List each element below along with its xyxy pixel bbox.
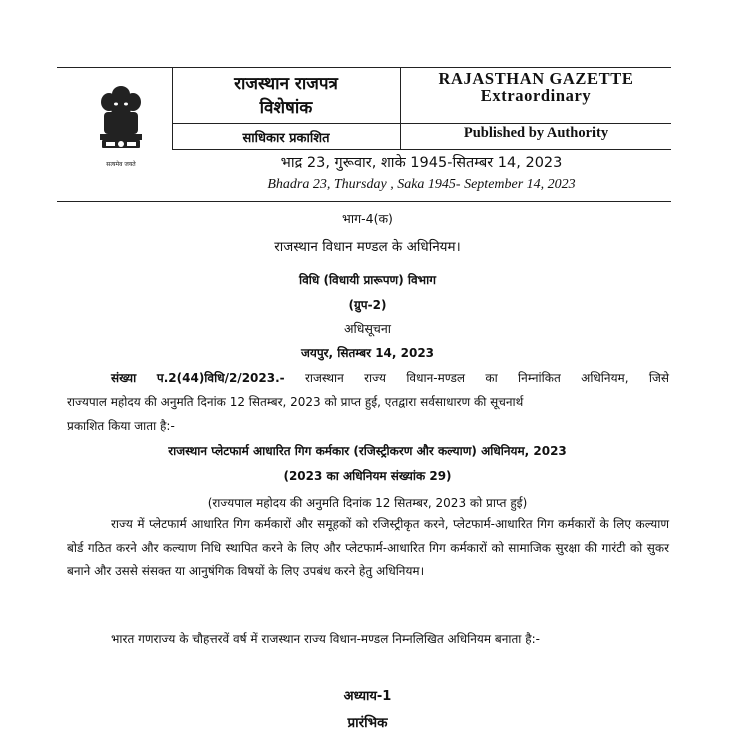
department-heading: विधि (विधायी प्रारूपण) विभाग [299,273,436,287]
place-date: जयपुर, सितम्बर 14, 2023 [300,346,435,360]
preamble-paragraph: राज्य में प्लेटफार्म आधारित गिग कर्मकारों और समूहकों को रजिस्ट्रीकृत करने, प्लेटफार्म-आधारित गिग कर्मकारों के लिए कल्याण बोर्ड गठित करने और कल्याण निधि स्थापित करने के लिए और प्लेटफार्म-आधारित गिग कर्मकारों को सामाजिक सुरक्षा की गारंटी को सुकर बनाने और उससे संसक्त या आनुषंगिक विषयों के लिए उपबंध करने हेतु अधिनियम। [67,517,669,578]
notice-line-1-text: राजस्थान राज्य विधान-मण्डल का निम्नांकित अधिनियम, जिसे [284,371,669,385]
english-date: Bhadra 23, Thursday , Saka 1945- September 14, 2023 [267,177,576,192]
masthead-divider-bottom [172,149,671,150]
acts-heading: राजस्थान विधान मण्डल के अधिनियम। [274,239,461,255]
english-title-cell [401,68,671,106]
assent-note: (राज्यपाल महोदय की अनुमति दिनांक 12 सितम्बर, 2023 को प्राप्त हुई) [207,496,528,510]
notice-number: संख्या प.2(44)विधि/2/2023.- [111,371,285,385]
notice-line-2: राज्यपाल महोदय की अनुमति दिनांक 12 सितम्बर, 2023 को प्राप्त हुई, एतद्वारा सर्वसाधारण की सूचनार्थ [67,395,524,409]
header-bottom-rule [57,201,671,202]
part-label: भाग-4(क) [342,211,393,226]
enacting-formula: भारत गणराज्य के चौहत्तरवें वर्ष में राजस्थान राज्य विधान-मण्डल निम्नलिखित अधिनियम बनाता है:- [111,632,540,646]
act-number: (2023 का अधिनियम संख्यांक 29) [283,469,452,483]
notice-line-1 [111,369,669,386]
hindi-extraordinary-label: विशेषांक [259,97,313,118]
act-title: राजस्थान प्लेटफार्म आधारित गिग कर्मकार (रजिस्ट्रीकरण और कल्याण) अधिनियम, 2023 [168,444,567,458]
hindi-authority-label: साधिकार प्रकाशित [242,130,330,146]
notice-line-3: प्रकाशित किया जाता है:- [67,419,175,433]
notification-label: अधिसूचना [343,321,392,336]
hindi-title-cell [172,68,400,123]
hindi-date: भाद्र 23, गुरूवार, शाके 1945-सितम्बर 14, 2023 [280,155,563,171]
english-gazette-title: RAJASTHAN GAZETTE [438,69,634,88]
group-label: (ग्रुप-2) [348,298,387,312]
national-emblem-icon [92,82,150,166]
hindi-gazette-title: राजस्थान राजपत्र [234,73,338,94]
emblem-motto: सत्यमेव जयते [106,161,136,168]
chapter-title: प्रारंभिक [347,715,388,731]
chapter-number: अध्याय-1 [343,689,392,704]
english-authority-label: Published by Authority [463,124,609,141]
english-extraordinary-label: Extraordinary [480,86,592,105]
